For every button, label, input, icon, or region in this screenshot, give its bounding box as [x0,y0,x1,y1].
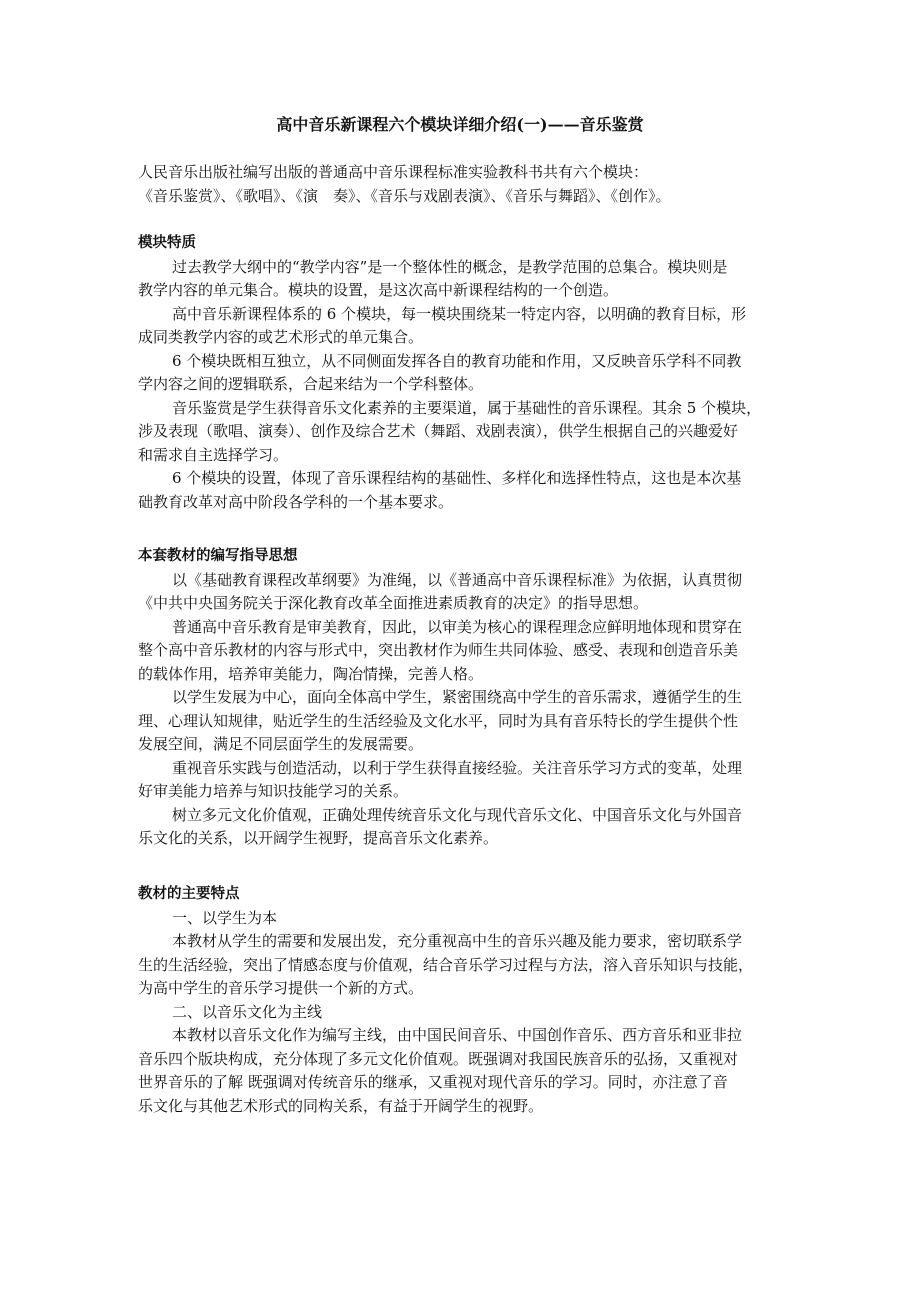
paragraph-line: 教学内容的单元集合。模块的设置，是这次高中新课程结构的一个创造。 [138,281,619,299]
paragraph-line: 6 个模块既相互独立，从不同侧面发挥各自的教育功能和作用，又反映音乐学科不同教 [172,351,742,370]
paragraph-line: 发展空间，满足不同层面学生的发展需要。 [138,735,424,753]
paragraph-line: 高中音乐新课程体系的 6 个模块，每一模块围绕某一特定内容，以明确的教育目标，形 [172,304,747,323]
paragraph-line: 《中共中央国务院关于深化教育改革全面推进素质教育的决定》的指导思想。 [138,594,649,612]
intro-line: 《音乐鉴赏》、《歌唱》、《演 奏》、《音乐与戏剧表演》、《音乐与舞蹈》、《创作》。 [138,186,671,205]
paragraph-line: 础教育改革对高中阶段各学科的一个基本要求。 [138,492,454,511]
paragraph-line: 本教材以音乐文化作为编写主线，由中国民间音乐、中国创作音乐、西方音乐和亚非拉 [172,1026,743,1044]
paragraph-line: 重视音乐实践与创造活动，以利于学生获得直接经验。关注音乐学习方式的变革，处理 [172,758,743,777]
paragraph-line: 和需求自主选择学习。 [138,445,289,464]
section-module-features [138,232,798,514]
paragraph-line: 乐文化与其他艺术形式的同构关系，有益于开阔学生的视野。 [138,1096,544,1115]
section-guiding-ideas [138,545,798,851]
paragraph-line: 以学生发展为中心，面向全体高中学生，紧密围绕高中学生的音乐需求，遵循学生的生 [172,688,743,706]
intro-paragraph [138,161,798,208]
paragraph-line: 音乐四个版块构成，充分体现了多元文化价值观。既强调对我国民族音乐的弘扬，又重视对 [138,1049,739,1068]
paragraph-line: 为高中学生的音乐学习提供一个新的方式。 [138,979,424,997]
paragraph-line: 树立多元文化价值观，正确处理传统音乐文化与现代音乐文化、中国音乐文化与外国音 [172,805,743,824]
paragraph-line: 音乐鉴赏是学生获得音乐文化素养的主要渠道，属于基础性的音乐课程。其余 5 个模块， [172,398,762,417]
paragraph-line: 整个高中音乐教材的内容与形式中，突出教材作为师生共同体验、感受、表现和创造音乐美 [138,641,739,659]
intro-line: 人民音乐出版社编写出版的普通高中音乐课程标准实验教科书共有六个模块： [138,163,649,181]
section-main-features [138,883,798,1118]
paragraph-line: 过去教学大纲中的“教学内容”是一个整体性的概念，是教学范围的总集合。模块则是 [172,257,728,276]
paragraph-line: 好审美能力培养与知识技能学习的关系。 [138,782,409,800]
document-title: 高中音乐新课程六个模块详细介绍(一)——音乐鉴赏 [276,115,644,134]
section-heading: 模块特质 [138,235,196,251]
section-heading: 教材的主要特点 [138,886,240,902]
paragraph-line: 普通高中音乐教育是审美教育，因此，以审美为核心的课程理念应鲜明地体现和贯穿在 [172,617,743,636]
paragraph-line: 乐文化的关系，以开阔学生视野，提高音乐文化素养。 [138,829,499,847]
paragraph-line: 的载体作用，培养审美能力，陶冶情操，完善人格。 [138,664,484,683]
paragraph-line: 理、心理认知规律，贴近学生的生活经验及文化水平，同时为具有音乐特长的学生提供个性 [138,711,739,730]
paragraph-line: 世界音乐的了解 既强调对传统音乐的继承，又重视对现代音乐的学习。同时，亦注意了音 [138,1073,728,1091]
paragraph-line: 6 个模块的设置，体现了音乐课程结构的基础性、多样化和选择性特点，这也是本次基 [172,469,742,487]
subheading-line: 一、以学生为本 [172,908,278,927]
paragraph-line: 本教材从学生的需要和发展出发，充分重视高中生的音乐兴趣及能力要求，密切联系学 [172,932,743,950]
section-heading: 本套教材的编写指导思想 [138,548,298,564]
subheading-line: 二、以音乐文化为主线 [172,1002,323,1021]
paragraph-line: 以《基础教育课程改革纲要》为准绳，以《普通高中音乐课程标准》为依据，认真贯彻 [172,570,743,589]
paragraph-line: 生的生活经验，突出了情感态度与价值观，结合音乐学习过程与方法，溶入音乐知识与技能， [138,955,754,974]
paragraph-line: 成同类教学内容的或艺术形式的单元集合。 [138,328,424,346]
paragraph-line: 涉及表现（歌唱、演奏）、创作及综合艺术（舞蹈、戏剧表演），供学生根据自己的兴趣爱好 [138,422,739,440]
paragraph-line: 学内容之间的逻辑联系，合起来结为一个学科整体。 [138,375,484,393]
